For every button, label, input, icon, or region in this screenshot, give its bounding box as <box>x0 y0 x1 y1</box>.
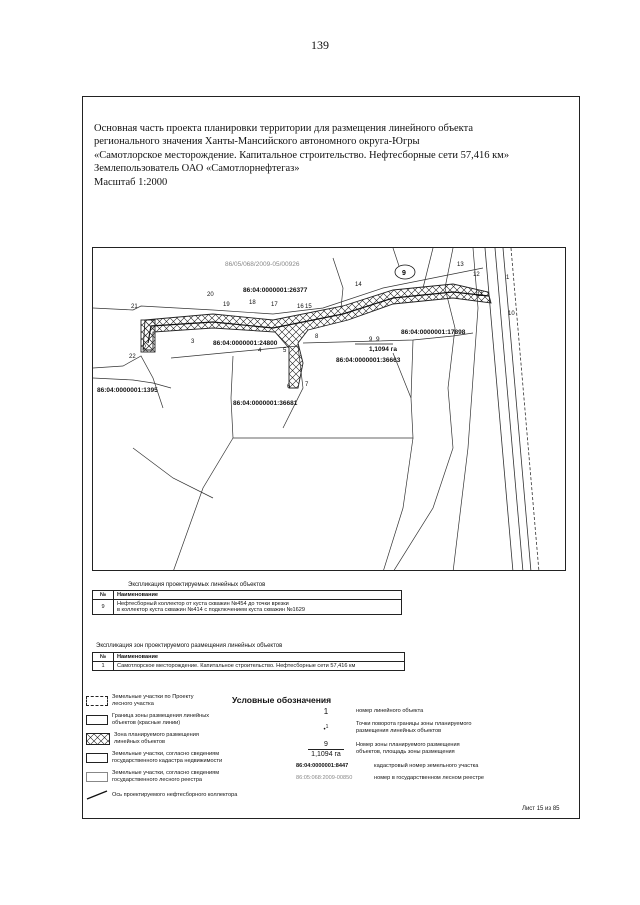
point-16: 16 <box>297 304 304 310</box>
parcel-label: 86:04:0000001:36663 <box>336 357 401 364</box>
cadastre-parcel-symbol <box>86 753 108 763</box>
point-11: 11 <box>477 292 484 298</box>
zones-table <box>92 652 405 671</box>
table2-cell-number: 1 <box>93 662 114 671</box>
title-line: Основная часть проекта планировки территории для размещения линейного объекта <box>94 123 474 134</box>
point-9: 9 <box>369 337 373 343</box>
zone-area-label: 1,1094 га <box>369 346 398 353</box>
point-3: 3 <box>191 339 195 345</box>
table2-caption: Экспликация зон проектируемого размещения линейных объектов <box>96 643 283 649</box>
linear-objects-table <box>92 590 402 615</box>
point-6: 6 <box>287 384 291 390</box>
forest-parcel-symbol <box>86 696 108 706</box>
table1-header-name: Наименование <box>114 591 402 600</box>
parcel-label: 86:04:0000001:17898 <box>401 329 466 336</box>
table2-header-number: № <box>93 653 114 662</box>
sheet-label: Лист 15 из 85 <box>522 806 560 812</box>
table1-cell-name: Нефтесборный коллектор от куста скважин №454 до точки врезки в коллектор куста скважин №414 с подключением куста скважин №1629 <box>114 600 402 615</box>
zone-number-symbol: 9 1,1094 га <box>296 740 356 759</box>
cadastral-number-symbol: 86:04:0000001:8447 <box>296 763 349 769</box>
point-4: 4 <box>258 348 262 354</box>
scale-line: Масштаб 1:2000 <box>94 176 168 188</box>
parcel-label: 86:04:0000001:26377 <box>243 287 308 294</box>
map-view <box>92 247 566 571</box>
page-number: 139 <box>311 38 329 52</box>
legend-right: 1 номер линейного объекта •$^1$ Точки поворота границы зоны планируемого размещения линейных объектов 9 1,1094 га Номер зоны планируемого размещения объектов, площадь зоны размещения 86:04:0000001:8447 кадастровый номер земельного участка 86:05:068:2009-00850 номер в государственном лесном реестре <box>296 706 485 781</box>
table2-cell-name: Самотлорское месторождение. Капитальное строительство. Нефтесборные сети 57,416 км <box>114 662 405 671</box>
table1-cell-number: 9 <box>93 600 114 615</box>
point-1: 1 <box>506 275 510 281</box>
legend-left: Земельные участки по Проекту лесного участка Граница зоны размещения линейных объектов (красные линии) Зона планируемого размещения линейных объектов Земельные участки, согласно сведениям государственного кадастра недвижимости Земельные участки, согласно сведениям государственного лесного реестра Ось проектируемого нефтесборного коллектора <box>86 694 276 801</box>
parcel-label: 86:04:0000001:36681 <box>233 400 298 407</box>
parcel-label: 86:04:0000001:1395 <box>97 387 158 394</box>
point-13: 13 <box>457 262 464 268</box>
title-block <box>94 122 564 189</box>
point-12: 12 <box>473 272 480 278</box>
point-2: 2 <box>143 345 147 351</box>
point-10: 10 <box>508 311 515 317</box>
zone-number-label: 9 <box>376 336 380 343</box>
table-row <box>93 662 405 671</box>
table1-header-number: № <box>93 591 114 600</box>
legend-title: Условные обозначения <box>232 695 332 705</box>
map-drawing <box>93 248 566 571</box>
parcel-label: 86:04:0000001:24800 <box>213 340 278 347</box>
line-number-symbol: 1 <box>323 706 329 716</box>
forest-register-parcel-symbol <box>86 772 108 782</box>
red-line-symbol <box>86 715 108 725</box>
point-19: 19 <box>223 302 230 308</box>
point-15: 15 <box>305 304 312 310</box>
point-7: 7 <box>305 382 309 388</box>
point-22: 22 <box>129 354 136 360</box>
table1-caption: Экспликация проектируемых линейных объектов <box>128 582 266 588</box>
point-18: 18 <box>249 300 256 306</box>
forest-register-label: 86/05/068/2009-05/00926 <box>225 261 300 268</box>
land-user-line: Землепользователь ОАО «Самотлорнефтегаз» <box>94 163 300 175</box>
point-14: 14 <box>355 282 362 288</box>
title-line: регионального значения Ханты-Мансийского автономного округа-Югры <box>94 136 420 148</box>
point-8: 8 <box>315 334 319 340</box>
point-20: 20 <box>207 292 214 298</box>
point-17: 17 <box>271 302 278 308</box>
planned-zone-symbol <box>86 733 110 745</box>
collector-axis-symbol <box>86 790 108 800</box>
point-21: 21 <box>131 304 138 310</box>
line-object-number: 9 <box>402 270 406 277</box>
point-5: 5 <box>283 348 287 354</box>
road <box>485 248 539 571</box>
table-row <box>93 600 402 615</box>
turn-point-symbol: •$^1$ <box>323 723 329 733</box>
title-line: «Самотлорское месторождение. Капитальное строительство. Нефтесборные сети 57,416 км» <box>94 149 510 161</box>
forest-register-number-symbol: 86:05:068:2009-00850 <box>296 775 353 781</box>
table2-header-name: Наименование <box>114 653 405 662</box>
